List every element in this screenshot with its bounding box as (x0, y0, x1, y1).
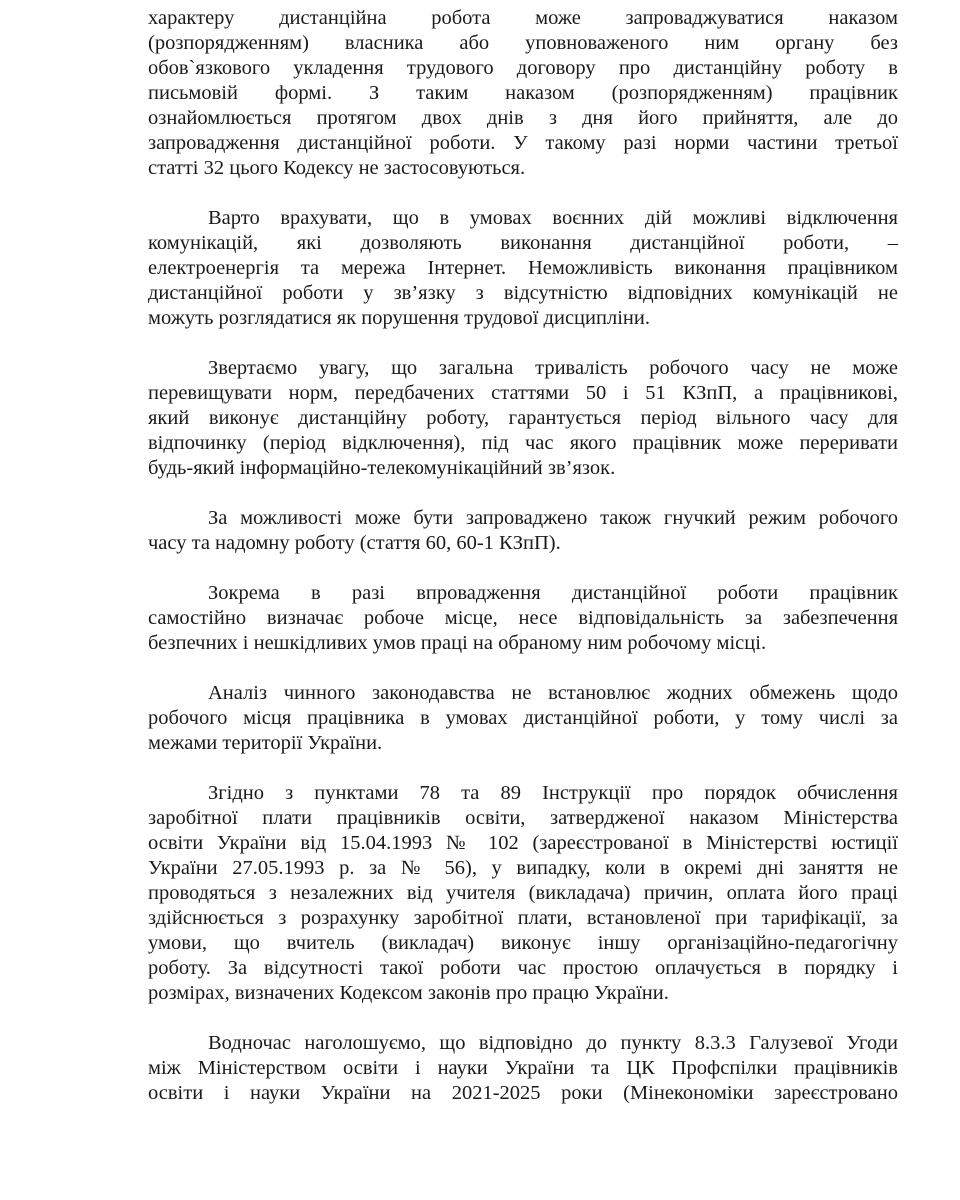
text-line: електроенергія та мережа Інтернет. Неможливість виконання працівником (148, 257, 898, 279)
paragraph-working-hours (148, 356, 898, 481)
text-line: За можливості може бути запроваджено також гнучкий режим робочого (208, 507, 898, 529)
paragraph-salary-instruction (148, 781, 898, 1006)
document-page (148, 6, 898, 1131)
text-line: безпечних і нешкідливих умов праці на обраному ним робочому місці. (148, 632, 767, 654)
text-line: Зокрема в разі впровадження дистанційної роботи працівник (208, 582, 898, 604)
text-line: обов`язкового укладення трудового договору про дистанційну роботу в (148, 57, 898, 79)
paragraph-sector-agreement (148, 1031, 898, 1106)
text-line: який виконує дистанційну роботу, гарантується період вільного часу для (148, 407, 898, 429)
text-line: дистанційної роботи у зв’язку з відсутністю відповідних комунікацій не (148, 282, 898, 304)
text-line: умови, що вчитель (викладач) виконує іншу організаційно-педагогічну (148, 932, 898, 954)
text-line: запровадження дистанційної роботи. У такому разі норми частини третьої (148, 132, 898, 154)
paragraph-workplace-responsibility (148, 581, 898, 656)
text-line: здійснюється з розрахунку заробітної плати, встановленої при тарифікації, за (148, 907, 898, 929)
text-line: роботу. За відсутності такої роботи час простою оплачується в порядку і (148, 957, 898, 979)
text-line: Водночас наголошуємо, що відповідно до пункту 8.3.3 Галузевої Угоди (208, 1032, 898, 1054)
text-line: України 27.05.1993 р. за № 56), у випадку, коли в окремі дні заняття не (148, 857, 898, 879)
text-line: характеру дистанційна робота може запроваджуватися наказом (148, 7, 898, 29)
text-line: статті 32 цього Кодексу не застосовуються. (148, 157, 526, 179)
text-line: письмовій формі. З таким наказом (розпорядженням) працівник (148, 82, 898, 104)
paragraph-legislation-analysis (148, 681, 898, 756)
text-line: заробітної плати працівників освіти, затвердженої наказом Міністерства (148, 807, 898, 829)
text-line: комунікацій, які дозволяють виконання дистанційної роботи, – (148, 232, 898, 254)
paragraph-remote-work-order (148, 6, 898, 181)
text-line: Варто врахувати, що в умовах воєнних дій можливі відключення (208, 207, 898, 229)
text-line: самостійно визначає робоче місце, несе відповідальність за забезпечення (148, 607, 898, 629)
text-line: розмірах, визначених Кодексом законів про працю України. (148, 982, 669, 1004)
text-line: між Міністерством освіти і науки України та ЦК Профспілки працівників (148, 1057, 898, 1079)
text-line: можуть розглядатися як порушення трудової дисципліни. (148, 307, 650, 329)
paragraph-flexible-schedule (148, 506, 898, 556)
text-line: (розпорядженням) власника або уповноваженого ним органу без (148, 32, 898, 54)
text-line: перевищувати норм, передбачених статтями 50 і 51 КЗпП, а працівникові, (148, 382, 898, 404)
text-line: відпочинку (період відключення), під час якого працівник може переривати (148, 432, 898, 454)
text-line: будь-який інформаційно-телекомунікаційний зв’язок. (148, 457, 616, 479)
text-line: освіти України від 15.04.1993 № 102 (зареєстрованої в Міністерстві юстиції (148, 832, 898, 854)
text-line: проводяться з незалежних від учителя (викладача) причин, оплата його праці (148, 882, 898, 904)
text-line: Звертаємо увагу, що загальна тривалість робочого часу не може (208, 357, 898, 379)
text-line: межами території України. (148, 732, 383, 754)
text-line: Аналіз чинного законодавства не встановлює жодних обмежень щодо (208, 682, 898, 704)
text-line: Згідно з пунктами 78 та 89 Інструкції про порядок обчислення (208, 782, 898, 804)
text-line: ознайомлюється протягом двох днів з дня його прийняття, але до (148, 107, 898, 129)
text-line: освіти і науки України на 2021-2025 роки (Мінекономіки зареєстровано (148, 1082, 898, 1104)
text-line: робочого місця працівника в умовах дистанційної роботи, у тому числі за (148, 707, 898, 729)
paragraph-communication-outages (148, 206, 898, 331)
text-line: часу та надомну роботу (стаття 60, 60-1 КЗпП). (148, 532, 561, 554)
